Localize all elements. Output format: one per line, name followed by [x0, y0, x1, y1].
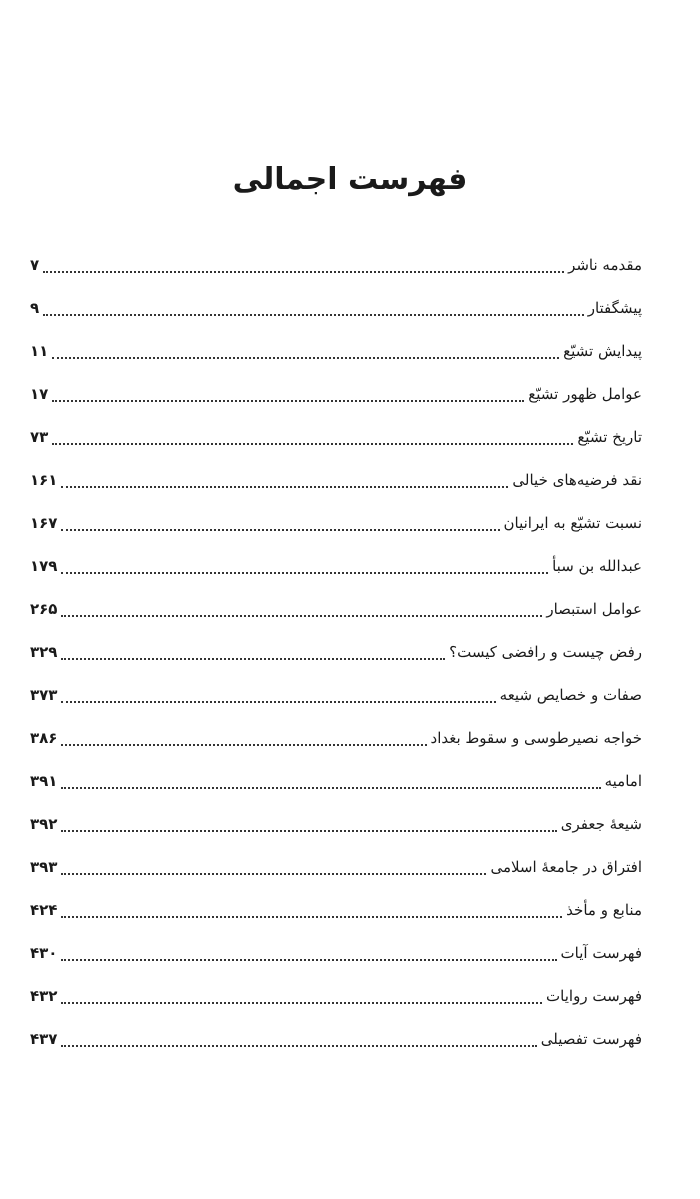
toc-entry-page: ۱۷ — [30, 385, 49, 403]
toc-entry-title: صفات و خصایص شیعه — [499, 686, 642, 704]
toc-entry-title: منابع و مأخذ — [566, 901, 642, 919]
toc-entry[interactable] — [30, 717, 642, 760]
toc-entry-title: مقدمه ناشر — [568, 256, 642, 274]
dot-leader — [52, 443, 573, 445]
toc-entry-page: ۴۳۰ — [30, 944, 58, 962]
toc-entry-title: پیشگفتار — [587, 299, 642, 317]
toc-entry-page: ۷ — [30, 256, 40, 274]
toc-entry[interactable] — [30, 760, 642, 803]
toc-entry-page: ۳۸۶ — [30, 729, 58, 747]
page-title: فهرست اجمالی — [232, 162, 468, 197]
toc-entry[interactable] — [30, 631, 642, 674]
toc-entry[interactable] — [30, 588, 642, 631]
dot-leader — [43, 314, 584, 316]
toc-entry-page: ۴۳۲ — [30, 987, 58, 1005]
toc-entry-title: فهرست آیات — [560, 944, 642, 962]
toc-entry-page: ۱۶۱ — [30, 471, 58, 489]
toc-entry-title: افتراق در جامعهٔ اسلامی — [490, 858, 642, 876]
toc-entry-title: نقد فرضیه‌های خیالی — [512, 471, 642, 489]
toc-entry[interactable] — [30, 932, 642, 975]
toc-entry-page: ۳۹۲ — [30, 815, 58, 833]
toc-entry-title: امامیه — [604, 772, 642, 790]
dot-leader — [61, 744, 426, 746]
dot-leader — [61, 529, 499, 531]
toc-entry-title: عوامل ظهور تشیّع — [528, 385, 642, 403]
table-of-contents — [30, 244, 642, 1061]
toc-entry[interactable] — [30, 459, 642, 502]
dot-leader — [52, 357, 559, 359]
toc-entry-title: خواجه نصیرطوسی و سقوط بغداد — [430, 729, 642, 747]
dot-leader — [61, 615, 542, 617]
dot-leader — [61, 959, 556, 961]
dot-leader — [61, 1045, 536, 1047]
toc-entry-page: ۲۶۵ — [30, 600, 58, 618]
toc-entry[interactable] — [30, 975, 642, 1018]
dot-leader — [61, 486, 508, 488]
toc-entry[interactable] — [30, 545, 642, 588]
toc-entry[interactable] — [30, 330, 642, 373]
toc-entry-title: عوامل استبصار — [546, 600, 642, 618]
toc-entry-page: ۴۳۷ — [30, 1030, 58, 1048]
toc-entry[interactable] — [30, 1018, 642, 1061]
toc-entry[interactable] — [30, 846, 642, 889]
toc-entry[interactable] — [30, 416, 642, 459]
toc-entry-page: ۳۹۱ — [30, 772, 58, 790]
dot-leader — [52, 400, 524, 402]
dot-leader — [61, 830, 556, 832]
toc-entry[interactable] — [30, 674, 642, 717]
toc-entry[interactable] — [30, 502, 642, 545]
toc-entry-page: ۴۲۴ — [30, 901, 58, 919]
dot-leader — [61, 916, 562, 918]
toc-entry-page: ۱۶۷ — [30, 514, 58, 532]
toc-entry-page: ۳۲۹ — [30, 643, 58, 661]
dot-leader — [61, 873, 486, 875]
toc-entry-title: نسبت تشیّع به ایرانیان — [503, 514, 642, 532]
toc-entry[interactable] — [30, 803, 642, 846]
toc-entry-page: ۹ — [30, 299, 40, 317]
dot-leader — [61, 658, 445, 660]
toc-entry-title: فهرست روایات — [546, 987, 642, 1005]
toc-entry[interactable] — [30, 244, 642, 287]
toc-entry[interactable] — [30, 287, 642, 330]
dot-leader — [61, 701, 495, 703]
toc-entry-page: ۱۱ — [30, 342, 49, 360]
toc-entry-title: شیعهٔ جعفری — [560, 815, 642, 833]
toc-entry-title: فهرست تفصیلی — [540, 1030, 642, 1048]
toc-entry-title: پیدایش تشیّع — [563, 342, 642, 360]
toc-entry[interactable] — [30, 889, 642, 932]
dot-leader — [61, 572, 548, 574]
toc-entry-title: رفض چیست و رافضی کیست؟ — [449, 643, 642, 661]
toc-entry-page: ۳۹۳ — [30, 858, 58, 876]
toc-entry-page: ۱۷۹ — [30, 557, 58, 575]
toc-entry[interactable] — [30, 373, 642, 416]
dot-leader — [61, 1002, 542, 1004]
toc-entry-title: عبدالله بن سبأ — [552, 557, 642, 575]
toc-entry-page: ۷۳ — [30, 428, 49, 446]
dot-leader — [61, 787, 600, 789]
toc-entry-page: ۳۷۳ — [30, 686, 58, 704]
toc-entry-title: تاریخ تشیّع — [577, 428, 642, 446]
dot-leader — [43, 271, 564, 273]
